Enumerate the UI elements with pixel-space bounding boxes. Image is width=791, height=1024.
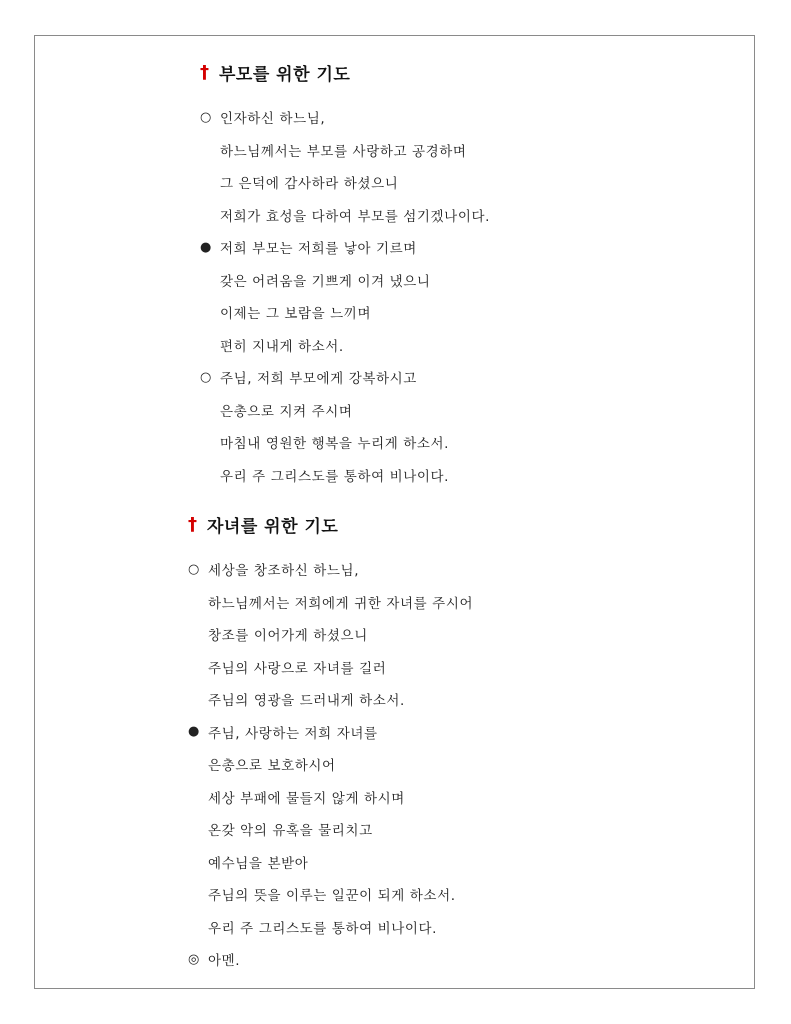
prayer-line (188, 911, 473, 944)
open-circle-icon: ○ (200, 109, 212, 125)
prayer-line-text: 창조를 이어가게 하셨으니 (208, 628, 368, 645)
prayer-line-text: 하느님께서는 부모를 사랑하고 공경하며 (220, 143, 467, 160)
prayer-line-text: 저희 부모는 저희를 낳아 기르며 (220, 241, 417, 258)
prayer-section-parents (200, 57, 490, 491)
prayer-section-children (188, 509, 473, 976)
prayer-line-text: 하느님께서는 저희에게 귀한 자녀를 주시어 (208, 595, 474, 612)
prayer-line (188, 813, 473, 846)
prayer-line (188, 781, 473, 814)
prayer-line (188, 846, 473, 879)
prayer-line-text: 우리 주 그리스도를 통하여 비나이다. (208, 920, 438, 937)
prayer-line (188, 716, 473, 749)
prayer-line (200, 134, 490, 167)
prayer-line (188, 943, 473, 976)
prayer-line (200, 199, 490, 232)
prayer-line-text: 주님, 사랑하는 저희 자녀를 (208, 725, 378, 742)
filled-circle-icon: ● (188, 724, 200, 740)
cross-icon: † (188, 513, 198, 535)
prayer-line (200, 394, 490, 427)
prayer-line-text: 주님의 뜻을 이루는 일꾼이 되게 하소서. (208, 888, 456, 905)
prayer-line (200, 101, 490, 134)
open-circle-icon: ○ (200, 369, 212, 385)
prayer-line (200, 296, 490, 329)
prayer-lines (188, 553, 473, 976)
section-title (200, 57, 490, 87)
prayer-line (200, 231, 490, 264)
prayer-line-text: 인자하신 하느님, (220, 111, 326, 128)
section-title (188, 509, 473, 539)
prayer-line-text: 은총으로 보호하시어 (208, 758, 336, 775)
prayer-line (188, 553, 473, 586)
prayer-line-text: 그 은덕에 감사하라 하셨으니 (220, 176, 399, 193)
prayer-line-text: 저희가 효성을 다하여 부모를 섬기겠나이다. (220, 208, 490, 225)
prayer-line (200, 329, 490, 362)
prayer-line-text: 은총으로 지켜 주시며 (220, 403, 353, 420)
prayer-line-text: 갖은 어려움을 기쁘게 이겨 냈으니 (220, 273, 431, 290)
prayer-line-text: 주님, 저희 부모에게 강복하시고 (220, 371, 417, 388)
filled-circle-icon: ● (200, 239, 212, 255)
prayer-line-text: 세상 부패에 물들지 않게 하시며 (208, 790, 405, 807)
section-title-text: 부모를 위한 기도 (219, 64, 351, 85)
section-title-text: 자녀를 위한 기도 (207, 516, 339, 537)
prayer-line (200, 166, 490, 199)
prayer-line (188, 878, 473, 911)
prayer-line-text: 이제는 그 보람을 느끼며 (220, 306, 372, 323)
prayer-line-text: 우리 주 그리스도를 통하여 비나이다. (220, 468, 450, 485)
double-circle-icon: ◎ (188, 951, 200, 967)
prayer-line-text: 예수님을 본받아 (208, 855, 309, 872)
prayer-line-text: 마침내 영원한 행복을 누리게 하소서. (220, 436, 450, 453)
prayer-line (188, 683, 473, 716)
cross-icon: † (200, 61, 210, 83)
prayer-line-text: 온갖 악의 유혹을 물리치고 (208, 823, 373, 840)
prayer-line (188, 748, 473, 781)
prayer-line-text: 세상을 창조하신 하느님, (208, 563, 360, 580)
prayer-line-text: 편히 지내게 하소서. (220, 338, 344, 355)
prayer-line (188, 651, 473, 684)
prayer-line (188, 586, 473, 619)
prayer-line (200, 426, 490, 459)
open-circle-icon: ○ (188, 561, 200, 577)
prayer-lines (200, 101, 490, 491)
prayer-line (200, 459, 490, 492)
prayer-line-text: 아멘. (208, 953, 241, 970)
prayer-line (188, 618, 473, 651)
prayer-line-text: 주님의 사랑으로 자녀를 길러 (208, 660, 387, 677)
prayer-line (200, 361, 490, 394)
prayer-line-text: 주님의 영광을 드러내게 하소서. (208, 693, 405, 710)
prayer-line (200, 264, 490, 297)
